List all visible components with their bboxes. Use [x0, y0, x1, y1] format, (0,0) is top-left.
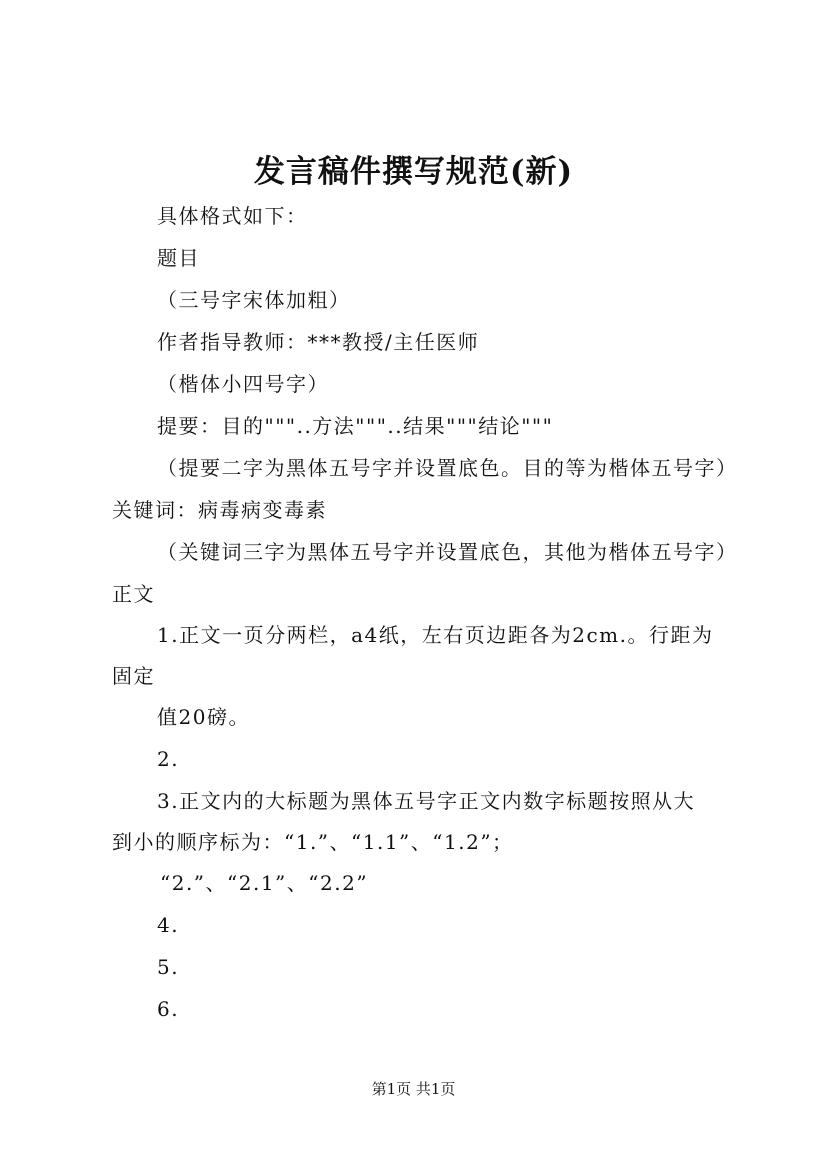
page-footer: 第1页 共1页 [371, 1080, 456, 1098]
body-line: “2.”、“2.1”、“2.2” [160, 871, 369, 895]
body-line: 3.正文内的大标题为黑体五号字正文内数字标题按照从大 [157, 789, 696, 813]
body-line: 4. [157, 913, 180, 937]
body-line: 具体格式如下： [157, 204, 308, 228]
body-line: 提要：目的"""..方法"""..结果"""结论""" [157, 414, 554, 438]
body-line: 2. [157, 747, 180, 771]
body-line: 5. [157, 955, 180, 979]
body-line: 固定 [112, 664, 155, 688]
body-line: （关键词三字为黑体五号字并设置底色，其他为楷体五号字） [157, 540, 738, 564]
body-line: 题目 [157, 246, 200, 270]
body-line: 关键词：病毒病变毒素 [112, 498, 327, 522]
body-line: 1.正文一页分两栏，a4纸，左右页边距各为2cm.。行距为 [157, 623, 714, 647]
body-line: 到小的顺序标为：“1.”、“1.1”、“1.2”； [112, 830, 514, 854]
body-line: （三号字宋体加粗） [157, 288, 351, 312]
body-line: （楷体小四号字） [157, 372, 329, 396]
body-line: （提要二字为黑体五号字并设置底色。目的等为楷体五号字） [157, 456, 738, 480]
document-title: 发言稿件撰写规范(新) [253, 154, 574, 190]
body-line: 正文 [112, 582, 155, 606]
body-line: 6. [157, 997, 180, 1021]
body-line: 作者指导教师：***教授/主任医师 [157, 330, 480, 354]
body-line: 值20磅。 [157, 705, 250, 729]
